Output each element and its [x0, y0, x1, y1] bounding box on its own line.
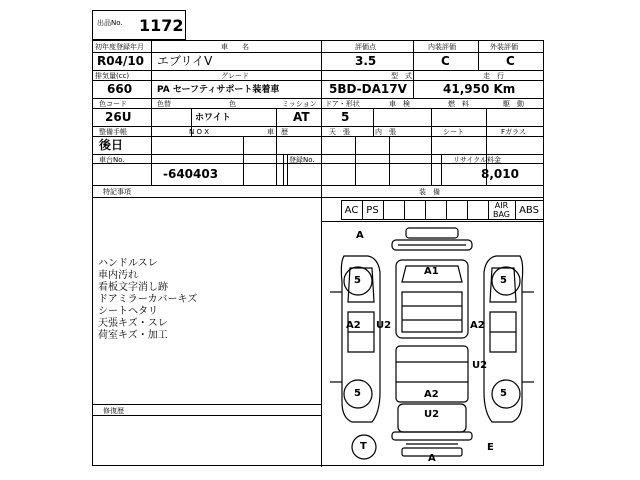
remark-item: 車内汚れ: [98, 270, 138, 281]
equip-ps: PS: [366, 205, 379, 216]
grade-value: PA セーフティサポート装着車: [157, 85, 280, 95]
equipment-label: 装 備: [419, 188, 440, 196]
tire-rl-value: 5: [354, 388, 361, 399]
color-value: ホワイト: [195, 113, 231, 123]
reg-no-label: 登録No.: [289, 156, 315, 164]
drive-label: 駆 動: [503, 100, 524, 108]
ceiling-label: 天 張: [329, 128, 350, 136]
tire-fr-value: 5: [500, 275, 507, 286]
remark-item: シートヘタリ: [98, 306, 158, 317]
remark-item: ドアミラーカバーキズ: [98, 294, 198, 305]
damage-rear-bumper: A: [428, 453, 436, 464]
tire-fl-value: 5: [354, 275, 361, 286]
equip-ac: AC: [344, 205, 359, 216]
grade-label: グレード: [221, 72, 249, 80]
mileage-value: 41,950 Km: [443, 82, 516, 96]
color-code-label: 色コード: [99, 100, 127, 108]
interior-trim-label: 内 張: [375, 128, 396, 136]
history-label: 車 歴: [267, 128, 288, 136]
exterior-label: 外装評価: [490, 43, 518, 51]
car-name-label: 車 名: [221, 43, 249, 51]
damage-right-mid: U2: [472, 360, 488, 371]
score-value: 3.5: [355, 54, 377, 68]
recycle-value: 8,010: [481, 167, 519, 181]
damage-rear-gate: U2: [424, 409, 440, 420]
damage-left-side: A2: [346, 320, 361, 331]
glass-label: Fガラス: [501, 128, 526, 136]
reg-year-value: R04/10: [97, 54, 145, 68]
nox-label: N O X: [189, 128, 209, 136]
equip-airbag-top: AIR: [494, 201, 509, 210]
car-diagram: [322, 222, 542, 466]
damage-rear-gate-top: A2: [424, 389, 439, 400]
notes-label: 特記事項: [103, 188, 131, 196]
score-label: 評価点: [355, 43, 376, 51]
doors-label: ドア・形状: [325, 100, 360, 108]
mission-label: ミッション: [282, 100, 317, 108]
model-value: 5BD-DA17V: [329, 82, 407, 96]
lot-number: 1172: [139, 16, 184, 35]
remark-item: 看板文字消し跡: [98, 282, 168, 293]
mileage-label: 走 行: [483, 72, 504, 80]
seat-label: シート: [443, 128, 464, 136]
spare-tire-value: T: [360, 441, 367, 452]
remark-item: 天張キズ・スレ: [98, 318, 168, 329]
car-name-value: エブリイV: [157, 54, 213, 68]
damage-front: A: [356, 230, 364, 241]
reg-year-label: 初年度登録年月: [95, 43, 144, 51]
remark-item: ハンドルスレ: [98, 258, 158, 269]
color-code-value: 26U: [105, 110, 132, 124]
damage-left-inner: U2: [376, 320, 392, 331]
manual-value: 後日: [99, 138, 124, 152]
displacement-value: 660: [107, 82, 133, 96]
recycle-label: リサイクル料金: [453, 156, 502, 164]
inspection-label: 車 検: [389, 100, 410, 108]
repair-label: 修復歴: [103, 407, 124, 415]
doors-value: 5: [341, 110, 350, 124]
lot-label: 出品No.: [97, 19, 123, 27]
mission-value: AT: [293, 110, 310, 124]
color-change-label: 色替: [157, 100, 171, 108]
remark-item: 荷室キズ・加工: [98, 330, 168, 341]
model-label: 型 式: [391, 72, 412, 80]
manual-label: 整備手帳: [99, 128, 127, 136]
interior-label: 内装評価: [428, 43, 456, 51]
equip-airbag-bottom: BAG: [492, 210, 511, 219]
color-label: 色: [229, 100, 236, 108]
chassis-value: -640403: [163, 167, 219, 181]
lot-box: [92, 10, 186, 40]
chassis-label: 車台No.: [99, 156, 125, 164]
front-grille-shape: [406, 228, 458, 238]
interior-value: C: [441, 54, 450, 68]
displacement-label: 排気量(cc): [95, 72, 130, 80]
exterior-value: C: [506, 54, 515, 68]
tire-rr-value: 5: [500, 388, 507, 399]
equip-abs: ABS: [519, 205, 539, 216]
damage-right-side: A2: [470, 320, 485, 331]
damage-rear-right: E: [487, 442, 494, 453]
fuel-label: 燃 料: [448, 100, 469, 108]
damage-hood: A1: [424, 266, 439, 277]
